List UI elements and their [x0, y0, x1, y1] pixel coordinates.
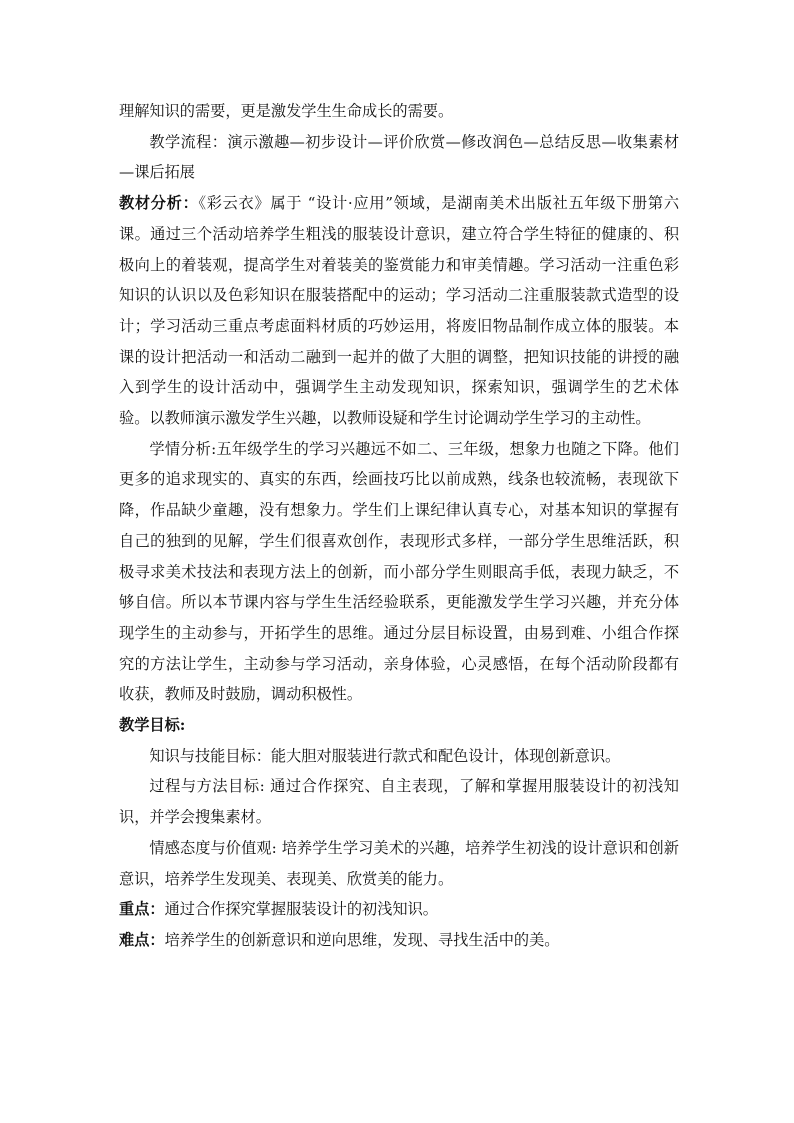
- key-point-label: 重点：: [119, 900, 165, 919]
- key-point-text: 通过合作探究掌握服装设计的初浅知识。: [164, 900, 438, 919]
- goal-emotion-values: 情感态度与价值观: 培养学生学习美术的兴趣，培养学生初浅的设计意识和创新意识，培养学生发现美、表现美、欣赏美的能力。: [119, 838, 679, 888]
- textbook-analysis-label: 教材分析：: [119, 194, 199, 213]
- difficulty-text: 培养学生的创新意识和逆向思维，发现、寻找生活中的美。: [164, 930, 560, 949]
- goal-knowledge-skills: 知识与技能目标：能大胆对服装进行款式和配色设计，体现创新意识。: [149, 746, 621, 765]
- paragraph-learner-analysis: 学情分析:五年级学生的学习兴趣远不如二、三年级，想象力也随之下降。他们更多的追求现实的、真实的东西，绘画技巧比以前成熟，线条也较流畅，表现欲下降，作品缺少童趣，没有想象力。学生们上课纪律认真专心，对基本知识的掌握有自己的独到的见解，学生们很喜欢创作，表现形式多样，一部分学生思维活跃，积极寻求美术技法和表现方法上的创新，而小部分学生则眼高手低，表现力缺乏，不够自信。所以本节课内容与学生生活经验联系，更能激发学生学习兴趣，并充分体现学生的主动参与，开拓学生的思维。通过分层目标设置，由易到难、小组合作探究的方法让学生，主动参与学习活动，亲身体验，心灵感悟，在每个活动阶段都有收获，教师及时鼓励，调动积极性。: [119, 439, 679, 704]
- paragraph-intro-tail: 理解知识的需要，更是激发学生生命成长的需要。: [119, 102, 454, 120]
- document-page: [119, 96, 679, 956]
- difficulty-label: 难点：: [119, 930, 165, 949]
- paragraph-key-point: [119, 894, 679, 925]
- paragraph-textbook-analysis: [119, 188, 679, 434]
- teaching-goals-heading: 教学目标:: [119, 716, 186, 735]
- paragraph-teaching-flow: 教学流程：演示激趣—初步设计—评价欣赏—修改润色—总结反思—收集素材—课后拓展: [119, 132, 679, 182]
- paragraph-difficulty: [119, 925, 679, 956]
- textbook-analysis-text: 《彩云衣》属于 “设计·应用”领域，是湖南美术出版社五年级下册第六课。通过三个活动培养学生粗浅的服装设计意识，建立符合学生特征的健康的、积极向上的着装观，提高学生对着装美的鉴赏能力和审美情趣。学习活动一注重色彩知识的认识以及色彩知识在服装搭配中的运动；学习活动二注重服装款式造型的设计；学习活动三重点考虑面料材质的巧妙运用，将废旧物品制作成立体的服装。本课的设计把活动一和活动二融到一起并的做了大胆的调整，把知识技能的讲授的融入到学生的设计活动中，强调学生主动发现知识，探索知识，强调学生的艺术体验。以教师演示激发学生兴趣，以教师设疑和学生讨论调动学生学习的主动性。: [119, 194, 680, 428]
- goal-process-method: 过程与方法目标: 通过合作探究、自主表现，了解和掌握用服装设计的初浅知识，并学会搜集素材。: [119, 777, 679, 827]
